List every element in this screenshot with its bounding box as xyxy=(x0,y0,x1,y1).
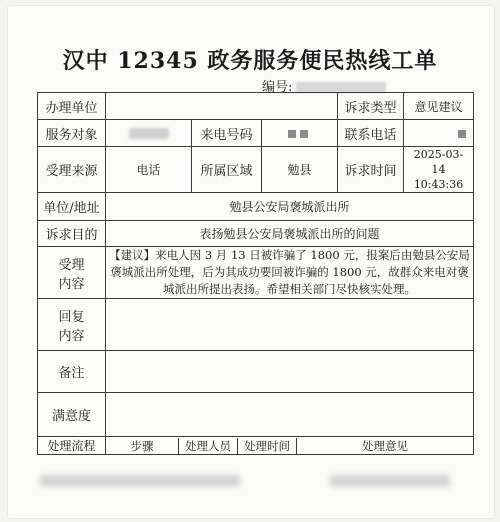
process-step: 步骤 xyxy=(106,438,179,454)
purpose-label: 诉求目的 xyxy=(38,221,106,247)
page-title: 汉中 12345 政务服务便民热线工单 xyxy=(62,48,438,74)
region-value: 勉县 xyxy=(262,147,338,193)
footer-redacted xyxy=(40,475,240,487)
contact-phone-value xyxy=(404,120,474,147)
target-label: 服务对象 xyxy=(38,120,106,147)
redaction-mark xyxy=(300,130,308,138)
content-label-line1: 受理 xyxy=(58,257,85,273)
reply-label-line1: 回复 xyxy=(58,309,85,325)
process-label: 处理流程 xyxy=(38,437,106,455)
footer-redacted xyxy=(330,475,450,487)
source-value: 电话 xyxy=(106,147,192,193)
process-opinion: 处理意见 xyxy=(362,438,408,453)
process-person: 处理人员 xyxy=(179,438,238,454)
caller-number-label: 来电号码 xyxy=(192,120,262,147)
purpose-value: 表扬勉县公安局褒城派出所的问题 xyxy=(106,221,474,247)
target-redacted xyxy=(129,128,169,139)
reply-label xyxy=(38,299,106,351)
office-value xyxy=(106,93,338,120)
content-label xyxy=(38,247,106,299)
serial-label: 编号: xyxy=(262,80,293,95)
satisfaction-value xyxy=(106,393,474,437)
request-time-label: 诉求时间 xyxy=(338,147,404,193)
unit-label: 单位/地址 xyxy=(38,193,106,221)
contact-phone-label: 联系电话 xyxy=(338,120,404,147)
process-time: 处理时间 xyxy=(238,438,297,454)
content-value: 【建议】来电人因 3 月 13 日被诈骗了 1800 元，报案后由勉县公安局褒城派出所处理，后为其成功要回被诈骗的 1800 元，故群众来电对褒城派出所提出表扬。希望相关部门尽快核实处理。 xyxy=(106,247,474,299)
reply-label-line2: 内容 xyxy=(58,328,85,344)
remark-label: 备注 xyxy=(38,351,106,393)
unit-value: 勉县公安局褒城派出所 xyxy=(106,193,474,221)
request-type-value: 意见建议 xyxy=(404,93,474,120)
redaction-mark xyxy=(458,130,466,138)
redaction-mark xyxy=(288,130,296,138)
region-label: 所属区域 xyxy=(192,147,262,193)
remark-value xyxy=(106,351,474,393)
satisfaction-label: 满意度 xyxy=(38,393,106,437)
office-label: 办理单位 xyxy=(38,93,106,120)
caller-number-value xyxy=(262,120,338,147)
source-label: 受理来源 xyxy=(38,147,106,193)
reply-value xyxy=(106,299,474,351)
request-time-value xyxy=(404,147,474,193)
content-label-line2: 内容 xyxy=(58,276,85,292)
process-columns xyxy=(106,438,473,454)
process-header xyxy=(106,437,474,455)
target-value xyxy=(106,120,192,147)
request-date: 2025-03-14 xyxy=(413,148,464,176)
work-order-table xyxy=(37,92,474,455)
request-type-label: 诉求类型 xyxy=(338,93,404,120)
request-clock: 10:43:36 xyxy=(413,178,464,191)
